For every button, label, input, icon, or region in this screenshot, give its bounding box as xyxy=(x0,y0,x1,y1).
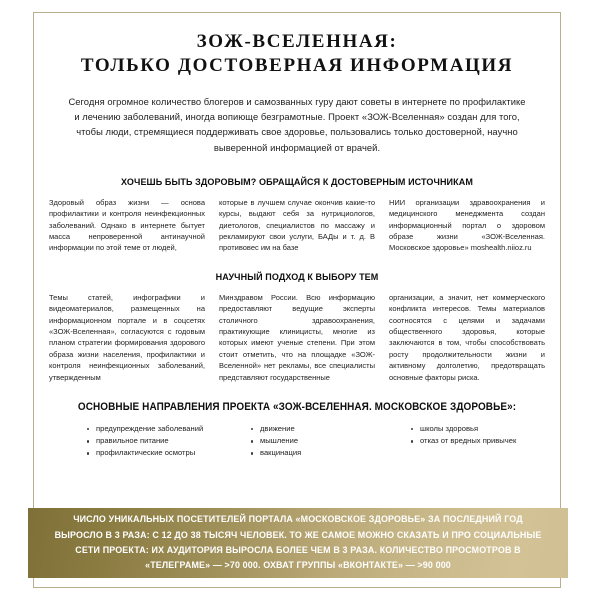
section-heading-sources: ХОЧЕШЬ БЫТЬ ЗДОРОВЫМ? ОБРАЩАЙСЯ К ДОСТОВЕРНЫМ ИСТОЧНИКАМ xyxy=(121,176,473,188)
page-title xyxy=(45,12,549,84)
column-paragraph: Здоровый образ жизни — основа профилактики и контроля неинфекционных заболеваний. Однако в интернете бытует масса непроверенной антинаучной информации по этой теме от людей, xyxy=(49,197,205,253)
list-item: правильное питание xyxy=(87,435,221,447)
section-heading-directions: ОСНОВНЫЕ НАПРАВЛЕНИЯ ПРОЕКТА «ЗОЖ-ВСЕЛЕННАЯ. МОСКОВСКОЕ ЗДОРОВЬЕ»: xyxy=(77,400,517,413)
list-item: движение xyxy=(251,423,385,435)
bullet-column-1 xyxy=(49,423,221,460)
section-columns-scientific-approach xyxy=(45,292,549,383)
column-text xyxy=(49,292,205,383)
intro-paragraph: Сегодня огромное количество блогеров и самозванных гуру дают советы в интернете по профилактике и лечению заболеваний, иногда вопиюще безграмотные. Проект «ЗОЖ-Вселенная» создан для того, чтобы люди, стремящиеся поддерживать свое здоровье, пользовались только достоверной, научно выверенной информацией от врачей. xyxy=(68,95,526,153)
statistics-banner-text: ЧИСЛО УНИКАЛЬНЫХ ПОСЕТИТЕЛЕЙ ПОРТАЛА «МОСКОВСКОЕ ЗДОРОВЬЕ» ЗА ПОСЛЕДНИЙ ГОД ВЫРОСЛО В 3 РАЗА: С 12 ДО 38 ТЫСЯЧ ЧЕЛОВЕК. ТО ЖЕ САМОЕ МОЖНО СКАЗАТЬ И ПРО СОЦИАЛЬНЫЕ СЕТИ ПРОЕКТА: ИХ АУДИТОРИЯ ВЫРОСЛА БОЛЕЕ ЧЕМ В 3 РАЗА. КОЛИЧЕСТВО ПРОСМОТРОВ В «ТЕЛЕГРАМЕ» — >70 000. ОХВАТ ГРУППЫ «ВКОНТАКТЕ» — >90 000 xyxy=(54,514,542,571)
column-paragraph: организации, а значит, нет коммерческого конфликта интересов. Темы материалов соотносятся с целями и задачами общественного здоровья, которые заключаются в том, чтобы способствовать росту продолжительности жизни и активному долголетию, предотвращать основные факторы риска. xyxy=(389,292,545,382)
column-text xyxy=(219,292,375,383)
column-text xyxy=(389,292,545,383)
column-paragraph: Темы статей, инфографики и видеоматериалов, размещенных на информационном портале и в соцсетях «ЗОЖ-Вселенная», согласуются с годовым планом стратегии формирования здорового образа жизни населения, профилактики и контроля неинфекционных заболеваний, утвержденным xyxy=(49,292,205,382)
bullet-list xyxy=(411,423,545,448)
page-title-line-1: ЗОЖ-ВСЕЛЕННАЯ: xyxy=(196,31,398,52)
bullet-column-3 xyxy=(385,423,545,460)
column-paragraph: которые в лучшем случае окончив какие-то курсы, выдают себя за нутрициологов, диетологов, специалистов по массажу и рекламируют свои услуги, БАДы и т. д. В противовес им на базе xyxy=(219,197,375,253)
bullet-list xyxy=(87,423,221,460)
section-columns-sources xyxy=(45,197,549,254)
directions-bullets xyxy=(45,421,549,460)
column-paragraph: Минздравом России. Всю информацию предоставляют ведущие эксперты столичного здравоохранения, практикующие клиницисты, многие из которых имеют ученые степени. При этом стоит отметить, что на площадке «ЗОЖ-Вселенной» нет рекламы, все специалисты представляют государственные xyxy=(219,292,375,382)
list-item: школы здоровья xyxy=(411,423,545,435)
column-text xyxy=(49,197,205,254)
list-item: вакцинация xyxy=(251,447,385,459)
column-text xyxy=(389,197,545,254)
column-paragraph: НИИ организации здравоохранения и медицинского менеджмента создан информационный портал о здоровом образе жизни «ЗОЖ-Вселенная. Московское здоровье» moshealth.niioz.ru xyxy=(389,197,545,253)
list-item: отказ от вредных привычек xyxy=(411,435,545,447)
section-heading-scientific-approach: НАУЧНЫЙ ПОДХОД К ВЫБОРУ ТЕМ xyxy=(215,271,379,283)
page-content xyxy=(33,12,561,460)
statistics-banner xyxy=(28,508,568,578)
column-text xyxy=(219,197,375,254)
list-item: предупреждение заболеваний xyxy=(87,423,221,435)
list-item: профилактические осмотры xyxy=(87,447,221,459)
list-item: мышление xyxy=(251,435,385,447)
bullet-column-2 xyxy=(221,423,385,460)
page-title-line-2: ТОЛЬКО ДОСТОВЕРНАЯ ИНФОРМАЦИЯ xyxy=(80,54,514,76)
bullet-list xyxy=(251,423,385,460)
